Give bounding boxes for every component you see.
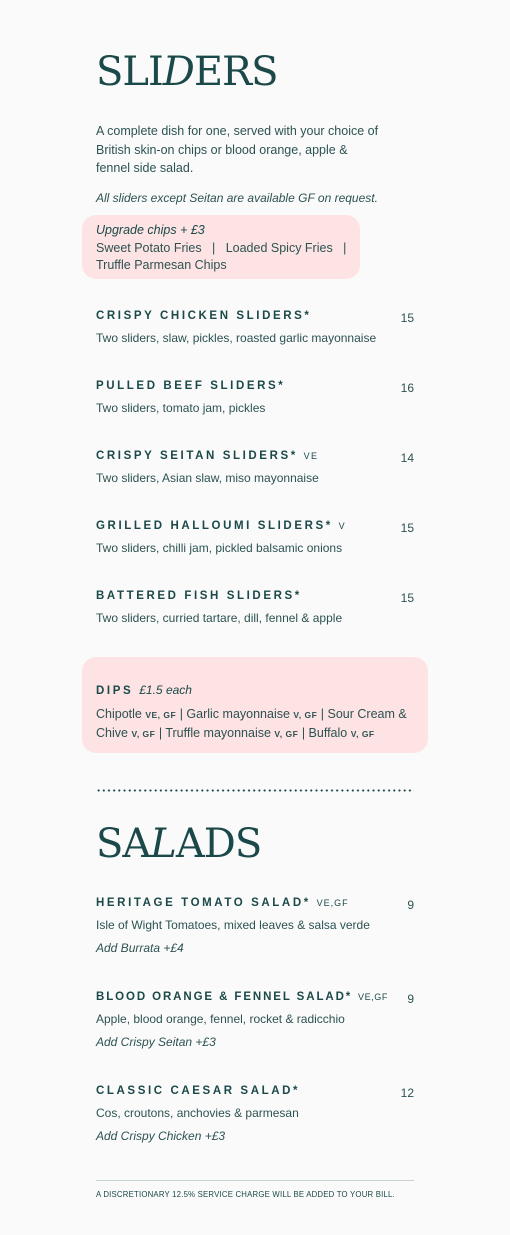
salads-title-part2: ADS xyxy=(175,821,262,867)
item-price: 15 xyxy=(400,521,414,535)
menu-item xyxy=(96,379,414,416)
dietary-tag: VE,GF xyxy=(357,992,388,1002)
footer-rule xyxy=(96,1180,414,1181)
dietary-tag: V, GF xyxy=(293,710,318,720)
item-price: 9 xyxy=(407,992,414,1006)
item-name: BATTERED FISH SLIDERS* xyxy=(96,590,302,602)
salads-title-part1: SA xyxy=(96,821,151,867)
dips-list: Chipotle VE, GF | Garlic mayonnaise V, GF | Sour Cream & Chive V, GF | Truffle mayonnaise V, GF | Buffalo V, GF xyxy=(96,707,407,740)
salads-title xyxy=(96,821,262,867)
dips-price: £1.5 each xyxy=(139,683,192,697)
upgrade-line-1: Sweet Potato Fries | Loaded Spicy Fries | xyxy=(96,240,347,255)
item-price: 12 xyxy=(400,1086,414,1100)
upgrade-line-2: Truffle Parmesan Chips xyxy=(96,258,227,272)
item-price: 15 xyxy=(400,591,414,605)
item-addon: Add Crispy Seitan +£3 xyxy=(96,1035,216,1049)
item-name: CRISPY CHICKEN SLIDERS* xyxy=(96,310,312,322)
salads-title-italic: L xyxy=(150,821,176,867)
dietary-tag: VE, GF xyxy=(145,710,177,720)
item-name: CLASSIC CAESAR SALAD* xyxy=(96,1085,301,1097)
item-price: 15 xyxy=(400,311,414,325)
dietary-tag: VE,GF xyxy=(316,898,349,908)
upgrade-chips-box xyxy=(82,215,360,279)
dietary-tag: V, GF xyxy=(274,729,299,739)
menu-item xyxy=(96,990,414,1049)
dips-title: DIPS xyxy=(96,685,134,697)
dietary-tag: V xyxy=(338,521,347,531)
sliders-title xyxy=(96,49,278,95)
dietary-tag: VE xyxy=(303,451,319,461)
menu-item xyxy=(96,309,414,346)
sliders-title-italic: D xyxy=(162,49,194,95)
item-price: 9 xyxy=(407,898,414,912)
sliders-intro: A complete dish for one, served with your choice of British skin-on chips or blood orange, apple & fennel side salad. xyxy=(96,124,379,175)
item-description: Two sliders, tomato jam, pickles xyxy=(96,401,266,415)
gf-note: All sliders except Seitan are available GF on request. xyxy=(96,191,378,205)
menu-item xyxy=(96,896,414,955)
item-description: Cos, croutons, anchovies & parmesan xyxy=(96,1106,299,1120)
service-charge-notice: A DISCRETIONARY 12.5% SERVICE CHARGE WILL BE ADDED TO YOUR BILL. xyxy=(96,1190,395,1199)
item-name: PULLED BEEF SLIDERS* xyxy=(96,380,286,392)
dotted-divider xyxy=(96,789,414,792)
item-description: Two sliders, curried tartare, dill, fennel & apple xyxy=(96,611,343,625)
item-name: CRISPY SEITAN SLIDERS* xyxy=(96,450,298,462)
item-description: Two sliders, slaw, pickles, roasted garlic mayonnaise xyxy=(96,331,377,345)
item-addon: Add Burrata +£4 xyxy=(96,941,184,955)
dips-box xyxy=(82,657,428,753)
sliders-title-part1: SLI xyxy=(96,49,163,95)
item-description: Two sliders, Asian slaw, miso mayonnaise xyxy=(96,471,319,485)
sliders-title-part2: ERS xyxy=(193,49,278,95)
item-addon: Add Crispy Chicken +£3 xyxy=(96,1129,226,1143)
menu-item xyxy=(96,519,414,556)
item-price: 16 xyxy=(400,381,414,395)
item-name: BLOOD ORANGE & FENNEL SALAD* xyxy=(96,991,353,1003)
dietary-tag: V, GF xyxy=(131,729,156,739)
item-name: HERITAGE TOMATO SALAD* xyxy=(96,897,311,909)
item-name: GRILLED HALLOUMI SLIDERS* xyxy=(96,520,333,532)
item-description: Isle of Wight Tomatoes, mixed leaves & salsa verde xyxy=(96,918,370,932)
menu-item xyxy=(96,449,414,486)
item-price: 14 xyxy=(400,451,414,465)
upgrade-title: Upgrade chips + £3 xyxy=(96,223,205,237)
menu-item xyxy=(96,589,414,626)
dietary-tag: V, GF xyxy=(350,729,375,739)
menu-item xyxy=(96,1084,414,1143)
item-description: Apple, blood orange, fennel, rocket & radicchio xyxy=(96,1012,345,1026)
item-description: Two sliders, chilli jam, pickled balsamic onions xyxy=(96,541,343,555)
